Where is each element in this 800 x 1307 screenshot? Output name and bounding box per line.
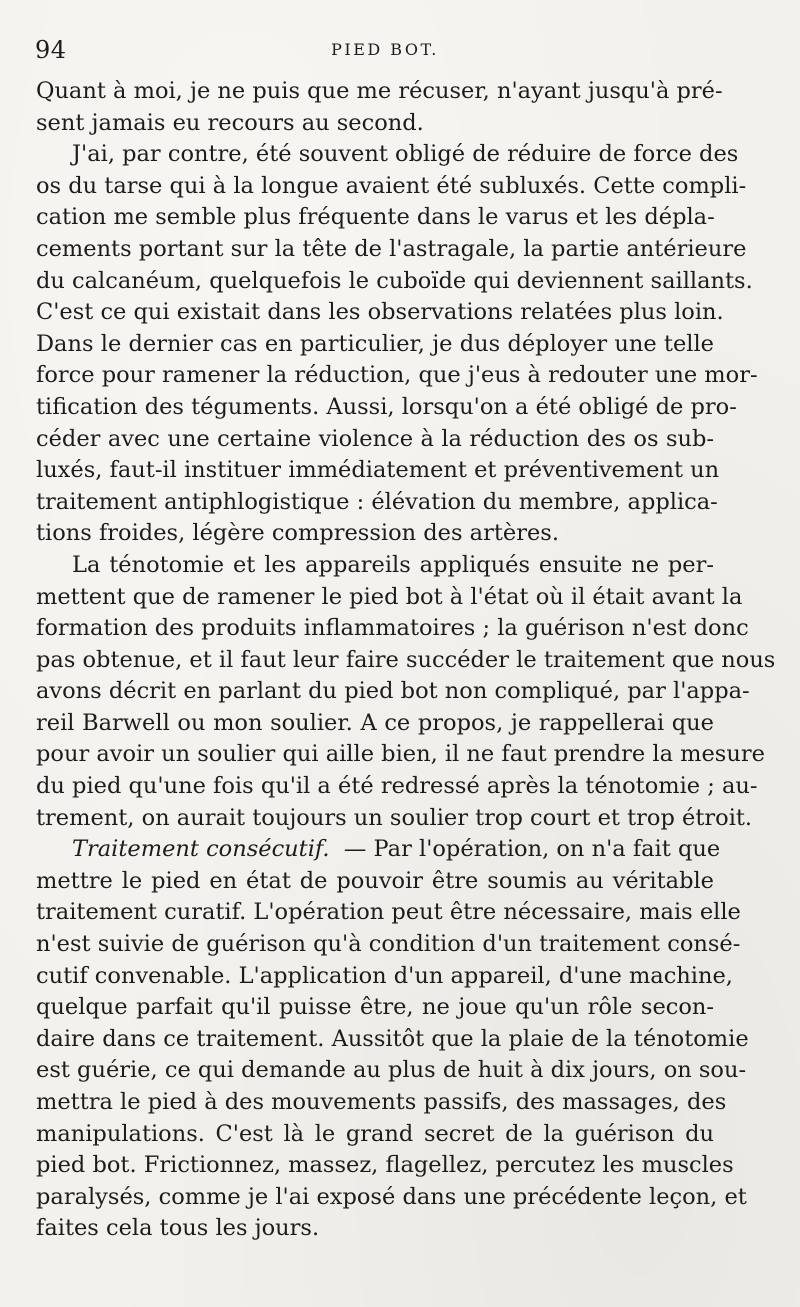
text-line: reil Barwell ou mon soulier. A ce propos, je rappellerai que <box>36 709 714 736</box>
text-line: J'ai, par contre, été souvent obligé de réduire de force des <box>72 141 739 168</box>
text-line: trement, on aurait toujours un soulier trop court et trop étroit. <box>36 804 753 831</box>
section-subheading: Traitement consécutif. <box>72 836 330 863</box>
text-line: C'est ce qui existait dans les observations relatées plus loin. <box>36 299 724 326</box>
text-line: traitement antiphlogistique : élévation du membre, applica- <box>36 488 718 515</box>
text-line: manipulations. C'est là le grand secret de la guérison du <box>36 1120 714 1147</box>
text-line: Quant à moi, je ne puis que me récuser, n'ayant jusqu'à pré- <box>36 78 723 104</box>
text-line: céder avec une certaine violence à la réduction des os sub- <box>36 425 714 452</box>
text-line: n'est suivie de guérison qu'à condition d'un traitement consé- <box>36 931 741 958</box>
text-line: luxés, faut-il instituer immédiatement et préventivement un <box>36 457 720 484</box>
text-line: cements portant sur la tête de l'astragale, la partie antérieure <box>36 235 747 262</box>
text-line: pas obtenue, et il faut leur faire succéder le traitement que nous <box>36 646 776 673</box>
text-line: force pour ramener la réduction, que j'eus à redouter une mor- <box>36 362 758 389</box>
text-line: pour avoir un soulier qui aille bien, il ne faut prendre la mesure <box>36 741 765 768</box>
text-line: daire dans ce traitement. Aussitôt que la plaie de la ténotomie <box>36 1025 749 1052</box>
text-line-content: — Par l'opération, on n'a fait que <box>343 836 721 863</box>
text-line: mettent que de ramener le pied bot à l'état où il était avant la <box>36 583 743 610</box>
text-line: os du tarse qui à la longue avaient été subluxés. Cette compli- <box>36 172 747 199</box>
text-line: du calcanéum, quelquefois le cuboïde qui deviennent saillants. <box>36 267 753 294</box>
text-line: paralysés, comme je l'ai exposé dans une précédente leçon, et <box>36 1183 747 1210</box>
text-line: cation me semble plus fréquente dans le varus et les dépla- <box>36 204 715 231</box>
page-number: 94 <box>35 36 67 64</box>
body-text <box>36 76 776 1245</box>
text-line: tification des téguments. Aussi, lorsqu'on a été obligé de pro- <box>36 393 737 420</box>
text-line: traitement curatif. L'opération peut être nécessaire, mais elle <box>36 899 741 926</box>
text-line: formation des produits inflammatoires ; la guérison n'est donc <box>36 615 749 642</box>
running-title: PIED BOT. <box>331 40 439 59</box>
text-line: faites cela tous les jours. <box>36 1215 320 1242</box>
text-line: est guérie, ce qui demande au plus de huit à dix jours, on sou- <box>36 1057 747 1084</box>
page-header <box>35 36 735 70</box>
text-line: Dans le dernier cas en particulier, je dus déployer une telle <box>36 330 714 357</box>
text-line: mettre le pied en état de pouvoir être soumis au véritable <box>36 867 714 894</box>
text-line: quelque parfait qu'il puisse être, ne joue qu'un rôle secon- <box>36 994 714 1021</box>
text-line: avons décrit en parlant du pied bot non compliqué, par l'appa- <box>36 678 750 705</box>
text-line: cutif convenable. L'application d'un appareil, d'une machine, <box>36 962 733 989</box>
text-line: sent jamais eu recours au second. <box>36 109 424 136</box>
text-line <box>36 834 721 866</box>
text-line: du pied qu'une fois qu'il a été redressé après la ténotomie ; au- <box>36 773 758 800</box>
text-line: La ténotomie et les appareils appliqués ensuite ne per- <box>72 551 714 578</box>
text-line: tions froides, légère compression des artères. <box>36 520 559 547</box>
text-line: mettra le pied à des mouvements passifs, des massages, des <box>36 1089 727 1115</box>
text-line: pied bot. Frictionnez, massez, flagellez, percutez les muscles <box>36 1152 734 1179</box>
